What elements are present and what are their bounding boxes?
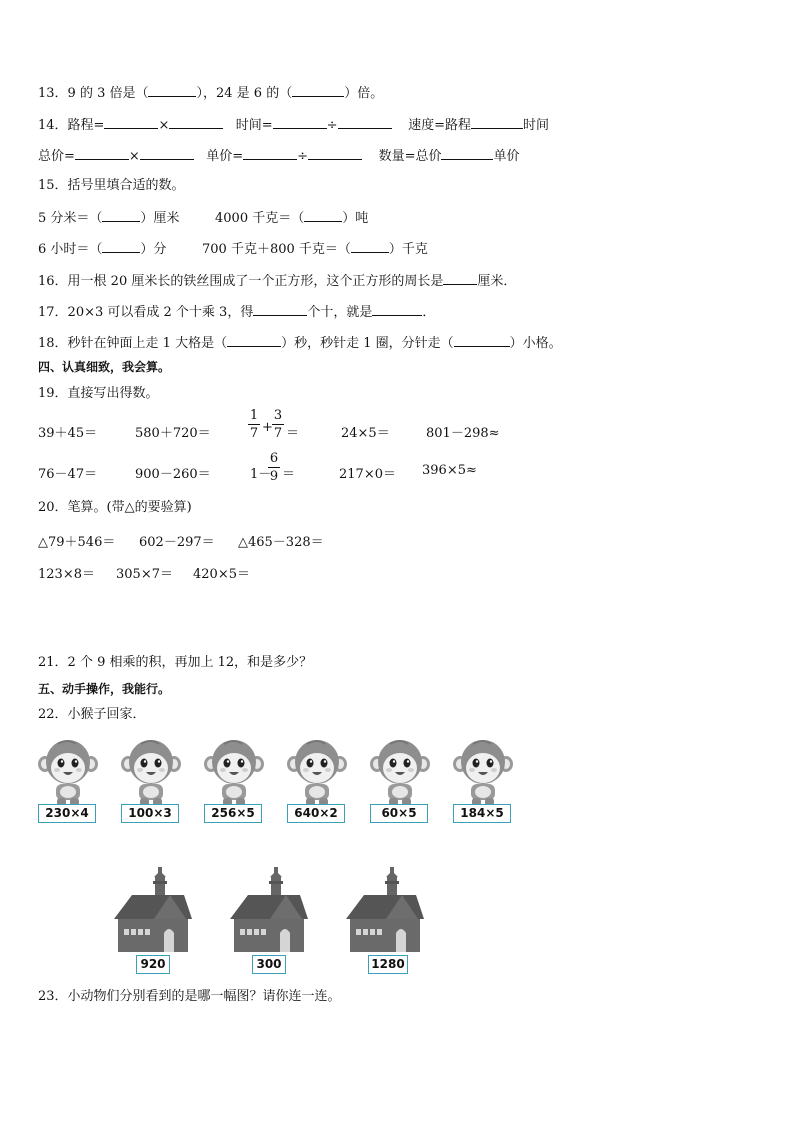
- monkey-expression-label[interactable]: 60×5: [370, 804, 428, 823]
- calc-item: 217×0＝: [339, 467, 396, 482]
- calc-item: △465－328＝: [238, 535, 324, 550]
- answer-blank[interactable]: [243, 147, 297, 160]
- answer-blank[interactable]: [471, 116, 523, 129]
- house-icon: [346, 867, 424, 952]
- answer-blank[interactable]: [292, 84, 344, 97]
- calc-item: △79＋546＝: [38, 535, 116, 550]
- answer-blank[interactable]: [140, 147, 194, 160]
- section-4-heading: 四、认真细致，我会算。: [38, 360, 171, 374]
- question-19-title: 19．直接写出得数。: [38, 386, 159, 401]
- calc-item: 396×5≈: [422, 463, 477, 478]
- question-13: 13．9 的 3 倍是（ ），24 是 6 的（ ）倍。: [38, 86, 384, 101]
- question-17: 17．20×3 可以看成 2 个十乘 3，得 个十，就是 ．: [38, 305, 436, 320]
- equals-sign: ＝: [282, 467, 296, 482]
- calc-item: 900－260＝: [135, 467, 211, 482]
- answer-blank[interactable]: [148, 84, 196, 97]
- answer-blank[interactable]: [372, 303, 422, 316]
- question-15-row-1: 5 分米＝（ ）厘米: [38, 211, 180, 226]
- answer-blank[interactable]: [304, 209, 342, 222]
- question-15-title: 15．括号里填合适的数。: [38, 178, 185, 193]
- calc-item: 602－297＝: [139, 535, 215, 550]
- question-18: 18．秒针在钟面上走 1 大格是（ ）秒，秒针走 1 圈，分针走（ ）小格。: [38, 336, 562, 351]
- answer-blank[interactable]: [227, 334, 281, 347]
- monkey-icon: [119, 738, 183, 808]
- one-minus: 1－: [250, 467, 272, 482]
- question-14-line-1: 14．路程= × 时间= ÷ 速度=路程 时间: [38, 118, 550, 133]
- question-15-row-1b: 4000 千克＝（ ）吨: [215, 211, 369, 226]
- fraction-3-7: 3 7: [273, 408, 283, 441]
- answer-blank[interactable]: [454, 334, 510, 347]
- answer-blank[interactable]: [338, 116, 392, 129]
- question-23: 23．小动物们分别看到的是哪一幅图？请你连一连。: [38, 989, 341, 1004]
- question-21: 21．2 个 9 相乘的积，再加上 12，和是多少？: [38, 655, 313, 670]
- question-16: 16．用一根 20 厘米长的铁丝围成了一个正方形，这个正方形的周长是 厘米．: [38, 274, 517, 289]
- fraction-6-9: 6 9: [269, 451, 279, 484]
- equals-sign: ＝: [286, 426, 300, 441]
- fraction-1-7: 1 7: [249, 408, 259, 441]
- monkey-expression-label[interactable]: 100×3: [121, 804, 179, 823]
- monkey-icon: [451, 738, 515, 808]
- section-5-heading: 五、动手操作，我能行。: [38, 682, 171, 696]
- monkey-icon: [285, 738, 349, 808]
- house-number-label[interactable]: 300: [252, 955, 286, 974]
- question-15-row-2b: 700 千克＋800 千克＝（ ）千克: [202, 242, 428, 257]
- monkey-icon: [36, 738, 100, 808]
- answer-blank[interactable]: [169, 116, 223, 129]
- question-15-row-2: 6 小时＝（ ）分: [38, 242, 167, 257]
- calc-item: 123×8＝: [38, 567, 95, 582]
- answer-blank[interactable]: [102, 240, 140, 253]
- answer-blank[interactable]: [104, 116, 158, 129]
- answer-blank[interactable]: [441, 147, 493, 160]
- house-icon: [230, 867, 308, 952]
- monkey-expression-label[interactable]: 640×2: [287, 804, 345, 823]
- monkey-expression-label[interactable]: 256×5: [204, 804, 262, 823]
- monkey-icon: [368, 738, 432, 808]
- question-22-title: 22．小猴子回家．: [38, 707, 146, 722]
- calc-item: 305×7＝: [116, 567, 173, 582]
- answer-blank[interactable]: [253, 303, 307, 316]
- calc-item: 801－298≈: [426, 426, 500, 441]
- question-14-line-2: 总价= × 单价= ÷ 数量=总价 单价: [38, 149, 520, 164]
- question-20-title: 20．笔算。(带△的要验算): [38, 500, 192, 515]
- house-icon: [114, 867, 192, 952]
- answer-blank[interactable]: [443, 272, 477, 285]
- calc-item: 76－47＝: [38, 467, 98, 482]
- answer-blank[interactable]: [75, 147, 129, 160]
- calc-item: 39＋45＝: [38, 426, 98, 441]
- monkey-expression-label[interactable]: 230×4: [38, 804, 96, 823]
- answer-blank[interactable]: [351, 240, 389, 253]
- answer-blank[interactable]: [273, 116, 327, 129]
- calc-item: 24×5＝: [341, 426, 390, 441]
- monkey-expression-label[interactable]: 184×5: [453, 804, 511, 823]
- calc-item: 420×5＝: [193, 567, 250, 582]
- house-number-label[interactable]: 1280: [368, 955, 408, 974]
- plus-sign: +: [262, 420, 273, 435]
- answer-blank[interactable]: [102, 209, 140, 222]
- monkey-icon: [202, 738, 266, 808]
- answer-blank[interactable]: [308, 147, 362, 160]
- house-number-label[interactable]: 920: [136, 955, 170, 974]
- calc-item: 580＋720＝: [135, 426, 211, 441]
